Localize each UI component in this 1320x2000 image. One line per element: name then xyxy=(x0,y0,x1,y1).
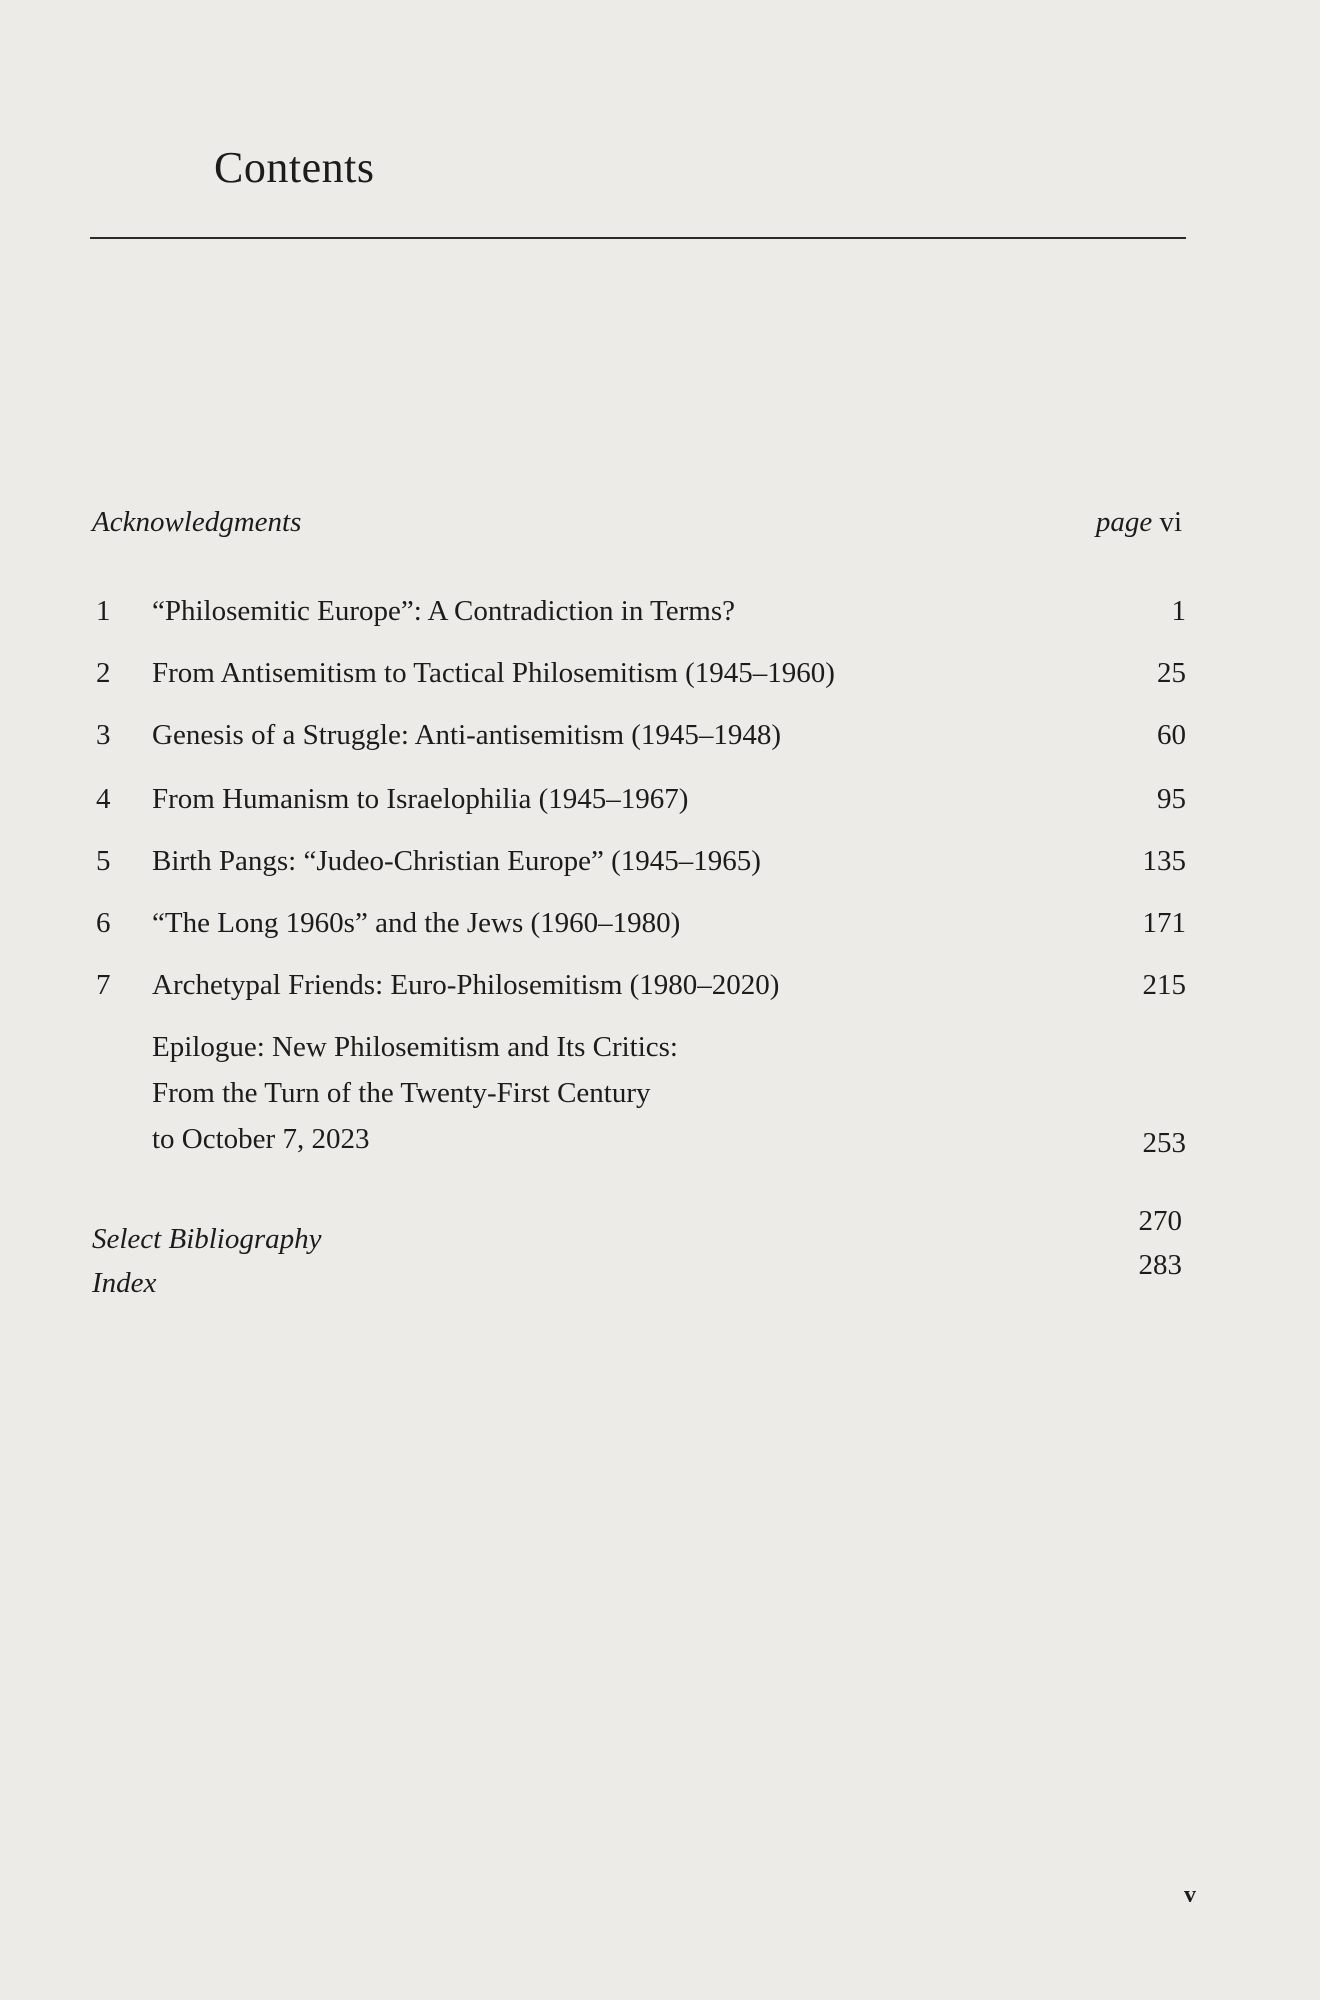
chapter-title: Birth Pangs: “Judeo-Christian Europe” (1945–1965) xyxy=(152,845,761,877)
toc-entry-label: Select Bibliography xyxy=(92,1223,322,1255)
toc-entry-page: 283 xyxy=(1138,1249,1182,1281)
chapter-number: 4 xyxy=(96,783,111,815)
chapter-page: 95 xyxy=(1157,783,1186,815)
chapter-page: 25 xyxy=(1157,657,1186,689)
chapter-page: 215 xyxy=(1142,969,1186,1001)
chapter-title: From Humanism to Israelophilia (1945–1967) xyxy=(152,783,689,815)
epilogue-line-1: Epilogue: New Philosemitism and Its Critics: xyxy=(152,1031,678,1063)
chapter-page: 1 xyxy=(1171,595,1186,627)
chapter-number: 3 xyxy=(96,719,111,751)
epilogue-line-2: From the Turn of the Twenty-First Century xyxy=(152,1077,651,1109)
epilogue-page: 253 xyxy=(1142,1127,1186,1159)
chapter-number: 2 xyxy=(96,657,111,689)
toc-entry-label: Index xyxy=(92,1267,157,1299)
chapter-title: “The Long 1960s” and the Jews (1960–1980) xyxy=(152,907,681,939)
toc-entry-label: Acknowledgments xyxy=(92,506,302,538)
title-rule xyxy=(90,237,1186,239)
toc-entry-page: 270 xyxy=(1138,1205,1182,1237)
toc-entry-page xyxy=(1096,503,1182,541)
chapter-number: 6 xyxy=(96,907,111,939)
chapter-title: Genesis of a Struggle: Anti-antisemitism (1945–1948) xyxy=(152,719,782,751)
page-prefix: page xyxy=(1095,506,1153,538)
chapter-title: Archetypal Friends: Euro-Philosemitism (1980–2020) xyxy=(152,969,780,1001)
page-number: vi xyxy=(1159,506,1182,538)
toc-entry-epilogue[interactable] xyxy=(96,1024,1186,1162)
chapter-page: 171 xyxy=(1142,907,1186,939)
epilogue-line-3: to October 7, 2023 xyxy=(152,1123,370,1155)
chapter-number: 7 xyxy=(96,969,111,1001)
page-folio: v xyxy=(1184,1882,1196,1908)
chapter-page: 60 xyxy=(1157,719,1186,751)
chapter-number: 5 xyxy=(96,845,111,877)
chapter-title: “Philosemitic Europe”: A Contradiction in Terms? xyxy=(152,595,735,627)
chapter-title: From Antisemitism to Tactical Philosemitism (1945–1960) xyxy=(152,657,835,689)
page-title: Contents xyxy=(214,143,375,192)
chapter-page: 135 xyxy=(1142,845,1186,877)
chapter-number: 1 xyxy=(96,595,111,627)
